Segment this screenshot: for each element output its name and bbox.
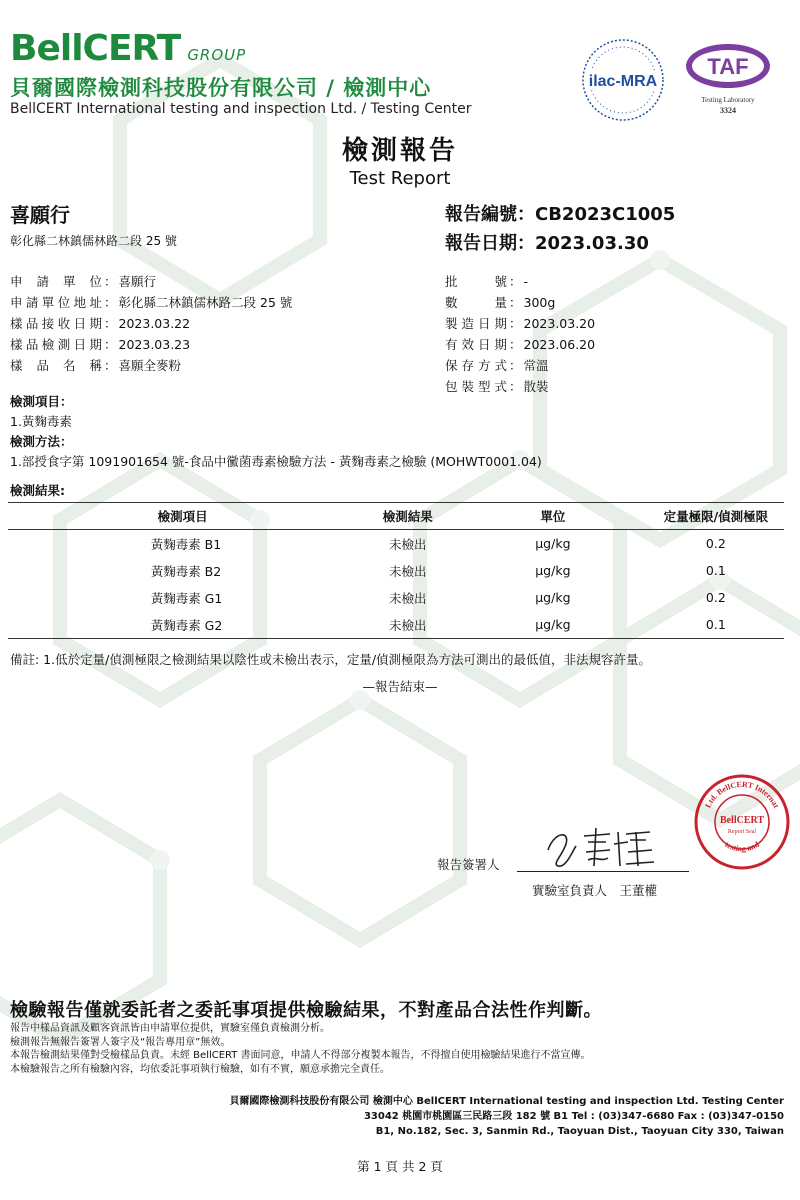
taf-text: TAF [707, 54, 749, 79]
taf-logo [683, 40, 773, 120]
info-label: 批號 [445, 274, 507, 289]
bellcert-logo [10, 28, 246, 69]
cell-result: 未檢出 [388, 590, 427, 606]
info-row [10, 292, 292, 313]
cell-result: 未檢出 [388, 563, 427, 579]
info-value: 喜願行 [118, 274, 157, 289]
disclaimer-line: 報告中樣品資訊及顧客資訊皆由申請單位提供，實驗室僅負責檢測分析。 [10, 1023, 330, 1034]
seal-center-sub: Report Seal [727, 829, 757, 835]
cell-limit: 0.1 [705, 563, 726, 578]
info-value: 2023.06.20 [523, 337, 596, 352]
report-title-zh: 檢測報告 [341, 136, 458, 166]
signatory-name: 實驗室負責人 王董權 [532, 883, 658, 898]
info-value: 2023.03.22 [118, 316, 191, 331]
info-separator: ： [104, 274, 117, 289]
cell-item: 黃麴毒素 B1 [150, 536, 222, 552]
info-row [10, 355, 292, 376]
info-separator: ： [509, 337, 522, 352]
taf-number: 3324 [720, 106, 736, 115]
test-items-heading: 檢測項目： [10, 394, 73, 409]
disclaimer-line: 本檢驗報告之所有檢驗內容，均依委託事項執行檢驗，如有不實，願意承擔完全責任。 [10, 1063, 390, 1075]
info-separator: ： [509, 316, 522, 331]
info-label: 製造日期 [445, 316, 507, 331]
info-separator: ： [104, 337, 117, 352]
info-label: 包裝型式 [445, 379, 507, 394]
disclaimer-line: 檢測報告無報告簽署人簽字及“報告專用章”無效。 [10, 1036, 231, 1048]
footer-line: B1, No.182, Sec. 3, Sanmin Rd., Taoyuan Dist., Taoyuan City 330, Taiwan [375, 1126, 784, 1137]
test-items-text: 1.黃麴毒素 [10, 414, 72, 429]
signatory-label: 報告簽署人 [437, 857, 500, 872]
table-row [8, 584, 784, 611]
info-separator: ： [509, 379, 522, 394]
info-value: 喜願全麥粉 [118, 358, 182, 373]
client-name: 喜願行 [10, 203, 70, 227]
results-header-row [8, 503, 784, 530]
table-row [8, 530, 784, 558]
company-footer [229, 1094, 784, 1139]
info-separator: ： [104, 358, 117, 373]
company-name-zh: 貝爾國際檢測科技股份有限公司 / 檢測中心 [10, 76, 432, 100]
footer-line: 貝爾國際檢測科技股份有限公司 檢測中心 BellCERT International testing and inspection Ltd. Testing Center [229, 1096, 784, 1107]
handwritten-signature [540, 822, 660, 872]
cell-unit: μg/kg [535, 563, 571, 578]
svg-text:testing and [723, 839, 761, 853]
report-number: 報告編號：CB2023C1005 [445, 204, 676, 225]
cell-unit: μg/kg [535, 536, 571, 551]
info-label: 有效日期 [445, 337, 507, 352]
info-value: - [523, 274, 529, 289]
info-row [445, 376, 595, 397]
ilac-mra-logo [580, 37, 666, 123]
info-row [445, 355, 595, 376]
page-number: 第 1 頁 共 2 頁 [357, 1159, 443, 1174]
col-header-unit: 單位 [458, 503, 648, 530]
taf-caption: Testing Laboratory [701, 96, 755, 104]
client-address: 彰化縣二林鎮儒林路二段 25 號 [10, 234, 177, 248]
info-value: 常溫 [523, 358, 549, 373]
table-row [8, 557, 784, 584]
seal-top-text: Ltd. BellCERT Internat [703, 779, 781, 810]
signature-line [517, 871, 689, 872]
col-header-item: 檢測項目 [8, 503, 357, 530]
info-row [10, 271, 292, 292]
info-value: 彰化縣二林鎮儒林路二段 25 號 [118, 295, 293, 310]
info-value: 散裝 [523, 379, 549, 394]
info-separator: ： [509, 274, 522, 289]
report-seal-stamp [693, 773, 791, 871]
seal-bottom-text: testing and [723, 839, 761, 854]
info-separator: ： [509, 295, 522, 310]
cell-item: 黃麴毒素 G2 [8, 611, 357, 639]
info-label: 樣品名稱 [10, 358, 102, 373]
cell-result: 未檢出 [388, 536, 427, 552]
remark-note: 備註: 1.低於定量/偵測極限之檢測結果以陰性或未檢出表示，定量/偵測極限為方法可測出的最低值，非法規容許量。 [10, 652, 652, 667]
info-label: 樣品檢測日期 [10, 337, 102, 352]
cell-limit: 0.2 [705, 536, 726, 551]
cell-limit: 0.1 [648, 611, 784, 639]
seal-center-text: BellCERT [719, 815, 765, 826]
col-header-result: 檢測結果 [357, 503, 458, 530]
info-value: 2023.03.23 [118, 337, 191, 352]
info-value: 300g [523, 295, 556, 310]
sample-info-left [10, 271, 292, 376]
test-results-heading: 檢測結果: [10, 483, 65, 498]
info-separator: ： [104, 316, 117, 331]
cell-unit: μg/kg [535, 590, 571, 605]
table-row [8, 611, 784, 639]
info-row [445, 292, 595, 313]
info-row [10, 313, 292, 334]
logo-main-text: BellCERT [10, 28, 181, 69]
col-header-limit: 定量極限/偵測極限 [648, 503, 784, 530]
disclaimer-text [10, 1022, 591, 1076]
disclaimer-title: 檢驗報告僅就委託者之委託事項提供檢驗結果，不對產品合法性作判斷。 [10, 1000, 602, 1021]
report-end-mark: —報告結束— [362, 679, 438, 694]
cell-result: 未檢出 [357, 611, 458, 639]
cell-item: 黃麴毒素 G1 [150, 590, 223, 606]
info-separator: ： [509, 358, 522, 373]
info-label: 保存方式 [445, 358, 507, 373]
test-method-heading: 檢測方法： [10, 434, 73, 449]
disclaimer-line: 本報告檢測結果僅對受檢樣品負責。未經 BellCERT 書面同意，申請人不得部分複製本報告，不得擅自使用檢驗結果進行不當宣傳。 [10, 1050, 591, 1061]
info-value: 2023.03.20 [523, 316, 596, 331]
info-label: 申請單位地址 [10, 295, 102, 310]
report-title-en: Test Report [349, 168, 451, 189]
ilac-text: ilac-MRA [588, 73, 658, 90]
info-row [10, 334, 292, 355]
cell-limit: 0.2 [705, 590, 726, 605]
info-row [445, 271, 595, 292]
info-separator: ： [104, 295, 117, 310]
test-method-text: 1.部授食字第 1091901654 號-食品中黴菌毒素檢驗方法 - 黃麴毒素之檢驗 (MOHWT0001.04) [10, 454, 542, 469]
info-label: 數量 [445, 295, 507, 310]
report-date: 報告日期：2023.03.30 [445, 233, 649, 254]
info-label: 樣品接收日期 [10, 316, 102, 331]
results-table [8, 502, 784, 639]
info-row [445, 313, 595, 334]
cell-unit: μg/kg [458, 611, 648, 639]
info-row [445, 334, 595, 355]
info-label: 申請單位 [10, 274, 102, 289]
logo-sub-text: GROUP [187, 46, 247, 64]
sample-info-right [445, 271, 595, 397]
cell-item: 黃麴毒素 B2 [150, 563, 222, 579]
company-name-en: BellCERT International testing and inspection Ltd. / Testing Center [10, 101, 472, 117]
footer-line: 33042 桃園市桃園區三民路三段 182 號 B1 Tel : (03)347-6680 Fax : (03)347-0150 [363, 1111, 784, 1122]
